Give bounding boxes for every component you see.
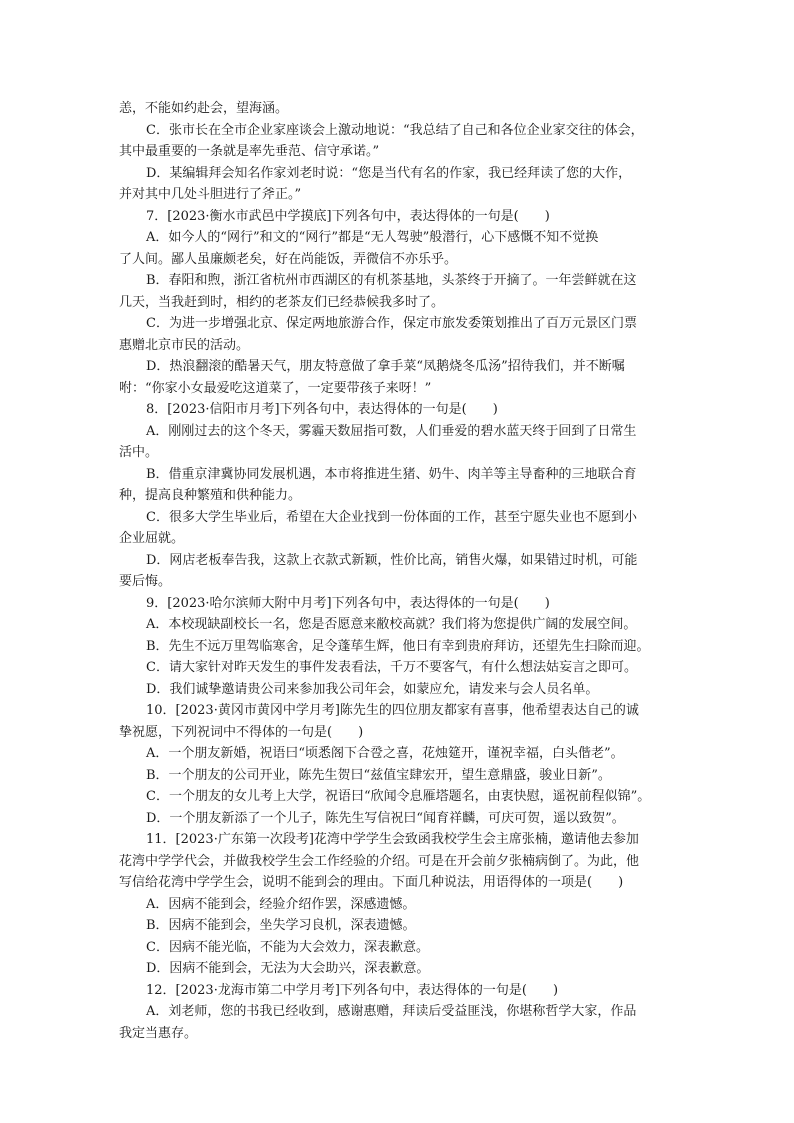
text-line: B．春阳和煦，浙江省杭州市西湖区的有机茶基地，头茶终于开摘了。一年尝鲜就在这 <box>146 273 637 288</box>
text-line: D．一个朋友新添了一个儿子，陈先生写信祝曰“闻育祥麟，可庆可贺，遥以致贺”。 <box>146 810 625 826</box>
text-line: 9．[2023·哈尔滨师大附中月考]下列各句中，表达得体的一句是( ) <box>146 595 550 611</box>
text-line: C．一个朋友的女儿考上大学，祝语曰“欣闻令息雁塔题名，由衷快慰，遥祝前程似锦”。 <box>146 789 651 804</box>
text-line: 咐：“你家小女最爱吃这道菜了，一定要带孩子来呀！” <box>119 380 432 396</box>
text-line: A．因病不能到会，经验介绍作罢，深感遗憾。 <box>146 896 416 912</box>
text-line: C．为进一步增强北京、保定两地旅游合作，保定市旅发委策划推出了百万元景区门票 <box>146 316 637 331</box>
text-line: 恙，不能如约赴会，望海涵。 <box>119 101 289 116</box>
text-line: 10．[2023·黄冈市黄冈中学月考]陈先生的四位朋友都家有喜事，他希望表达自己的诚 <box>146 703 639 718</box>
text-line: A．一个朋友新婚，祝语曰“顷悉阁下合卺之喜，花烛筵开，谨祝幸福，白头偕老”。 <box>146 746 624 761</box>
text-line: 花湾中学学代会，并做我校学生会工作经验的介绍。可是在开会前夕张楠病倒了。为此，他 <box>119 853 640 869</box>
text-line: 惠赠北京市民的活动。 <box>119 337 250 353</box>
text-line: A．如今人的“网行”和文的“网行”都是“无人驾驶”般潜行，心下感慨不知不觉换 <box>146 230 599 245</box>
text-line: C．因病不能光临，不能为大会效力，深表歉意。 <box>146 939 429 955</box>
text-line: A．刘老师，您的书我已经收到，感谢惠赠，拜读后受益匪浅，你堪称哲学大家，作品 <box>146 1004 637 1019</box>
text-line: 12．[2023·龙海市第二中学月考]下列各句中，表达得体的一句是( ) <box>146 982 559 998</box>
text-line: B．因病不能到会，坐失学习良机，深表遗憾。 <box>146 918 416 933</box>
text-line: 我定当惠存。 <box>119 1025 198 1041</box>
text-line: D．因病不能到会，无法为大会助兴，深表歉意。 <box>146 961 430 976</box>
text-line: 挚祝愿，下列祝词中不得体的一句是( ) <box>119 724 364 740</box>
document-text <box>119 98 679 1044</box>
text-line: B．借重京津冀协同发展机遇，本市将推进生猪、奶牛、肉羊等主导畜种的三地联合育 <box>146 466 637 482</box>
text-line: D．我们诚挚邀请贵公司来参加我公司年会，如蒙应允，请发来与会人员名单。 <box>146 681 599 697</box>
text-line: B．先生不远万里驾临寒舍，足令蓬荜生辉，他日有幸到贵府拜访，还望先生扫除而迎。 <box>146 638 650 654</box>
text-line: A．刚刚过去的这个冬天，雾霾天数屈指可数，人们垂爱的碧水蓝天终于回到了日常生 <box>146 423 637 439</box>
text-line: B．一个朋友的公司开业，陈先生贺曰“兹值宝肆宏开，望生意鼎盛，骏业日新”。 <box>146 767 611 783</box>
text-line: 企业屈就。 <box>119 531 185 546</box>
text-line: C．很多大学生毕业后，希望在大企业找到一份体面的工作，甚至宁愿失业也不愿到小 <box>146 509 637 525</box>
text-line: D．网店老板奉告我，这款上衣款式新颖，性价比高，销售火爆，如果错过时机，可能 <box>146 552 638 568</box>
text-line: 写信给花湾中学学生会，说明不能到会的理由。下面几种说法，用语得体的一项是( ) <box>119 875 624 890</box>
text-line: C．请大家针对昨天发生的事件发表看法，千万不要客气，有什么想法姑妄言之即可。 <box>146 660 637 675</box>
text-line: 7．[2023·衡水市武邑中学摸底]下列各句中，表达得体的一句是( ) <box>146 208 550 224</box>
text-line: 活中。 <box>119 445 159 460</box>
text-line: 其中最重要的一条就是率先垂范、信守承诺。” <box>119 144 380 159</box>
text-line: 了人间。鄙人虽廉颇老矣，好在尚能饭，弄微信不亦乐乎。 <box>119 251 458 267</box>
text-line: D．热浪翻滚的酷暑天气，朋友特意做了拿手菜“凤鹅烧冬瓜汤”招待我们，并不断嘱 <box>146 359 625 374</box>
text-line: 几天，当我赶到时，相约的老茶友们已经恭候我多时了。 <box>119 294 445 310</box>
text-line: A．本校现缺副校长一名，您是否愿意来敝校高就？我们将为您提供广阔的发展空间。 <box>146 617 637 632</box>
text-line: C．张市长在全市企业家座谈会上激动地说：“我总结了自己和各位企业家交往的体会， <box>146 122 644 138</box>
text-line: 11．[2023·广东第一次段考]花湾中学学生会致函我校学生会主席张楠，邀请他去参加 <box>146 832 639 847</box>
text-line: 种，提高良种繁殖和供种能力。 <box>119 488 302 503</box>
text-line: D．某编辑拜会知名作家刘老时说：“您是当代有名的作家，我已经拜读了您的大作， <box>146 165 632 181</box>
text-line: 要后悔。 <box>119 574 172 589</box>
text-line: 并对其中几处斗胆进行了斧正。” <box>119 187 302 202</box>
text-line: 8．[2023·信阳市月考]下列各句中，表达得体的一句是( ) <box>146 402 498 417</box>
